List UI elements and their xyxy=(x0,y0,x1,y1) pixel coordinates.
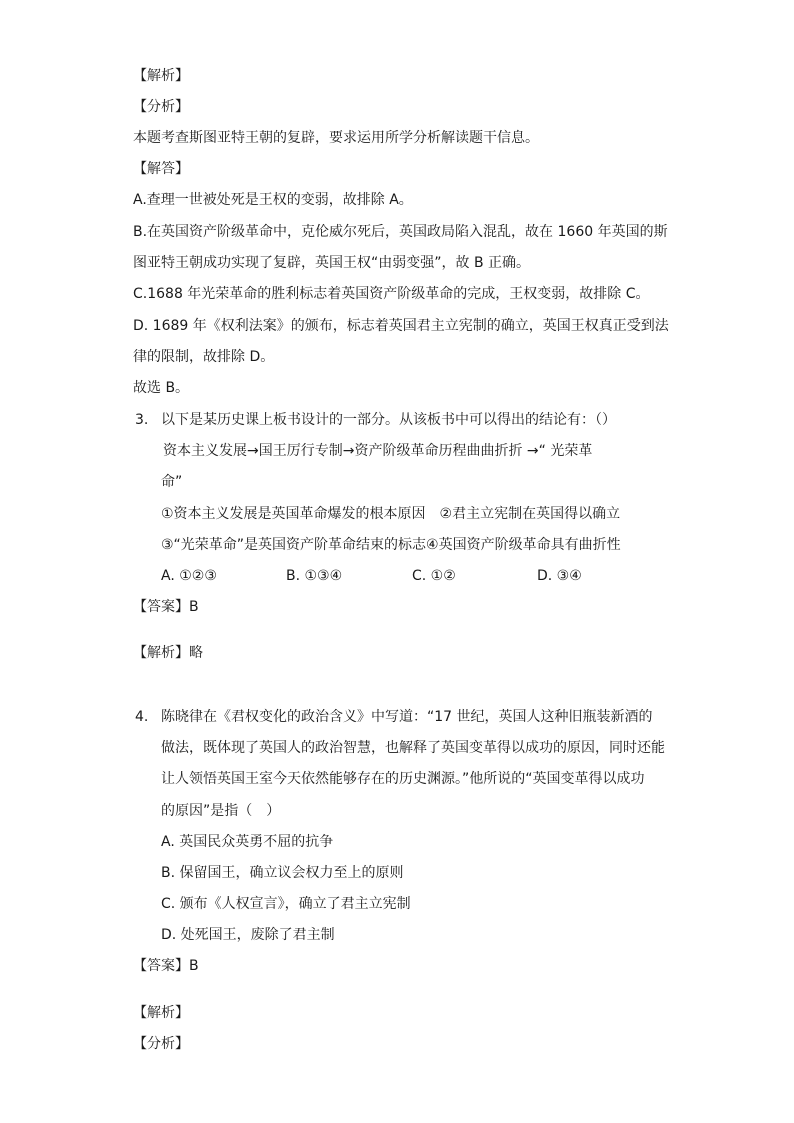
q3-stem: 以下是某历史课上板书设计的一部分。从该板书中可以得出的结论有：（） xyxy=(161,412,616,428)
q4-option-c: C. 颁布《人权宣言》，确立了君主立宪制 xyxy=(161,896,411,912)
q4-stem-line2: 做法，既体现了英国人的政治智慧，也解释了英国变革得以成功的原因，同时还能 xyxy=(161,740,665,756)
q2-final-choice: 故选 B。 xyxy=(133,380,190,396)
q4-stem-line1: 陈晓律在《君权变化的政治含义》中写道：“17 世纪，英国人这种旧瓶装新酒的 xyxy=(161,709,653,725)
q3-answer: 【答案】B xyxy=(133,599,199,615)
q4-analysis-subheading: 【分析】 xyxy=(133,1036,189,1052)
q4-stem-line3: 让人领悟英国王室今天依然能够存在的历史渊源。”他所说的“英国变革得以成功 xyxy=(161,771,645,787)
q4-option-d: D. 处死国王，废除了君主制 xyxy=(161,927,335,943)
q3-option-d: D. ③④ xyxy=(537,568,582,584)
q2-option-a-explanation: A.查理一世被处死是王权的变弱，故排除 A。 xyxy=(133,192,413,208)
q2-option-d-explanation-line2: 律的限制，故排除 D。 xyxy=(133,349,275,365)
q4-answer: 【答案】B xyxy=(133,958,199,974)
q3-statement-line2: ③“光荣革命”是英国资产阶革命结束的标志④英国资产阶级革命具有曲折性 xyxy=(161,537,621,553)
q3-statement-line1: ①资本主义发展是英国革命爆发的根本原因 ②君主立宪制在英国得以确立 xyxy=(161,506,621,522)
q2-option-b-explanation-line2: 图亚特王朝成功实现了复辟，英国王权“由弱变强”，故 B 正确。 xyxy=(133,255,531,271)
q2-analysis-subheading: 【分析】 xyxy=(133,99,189,115)
q2-analysis-heading: 【解析】 xyxy=(133,68,189,84)
q4-analysis-heading: 【解析】 xyxy=(133,1005,189,1021)
q3-board-line1: 资本主义发展→国王厉行专制→资产阶级革命历程曲曲折折 →“ 光荣革 xyxy=(163,443,593,459)
q4-stem-line4: 的原因”是指（ ） xyxy=(161,803,281,819)
q3-option-b: B. ①③④ xyxy=(286,568,343,584)
q3-number: 3. xyxy=(135,412,149,428)
q4-number: 4. xyxy=(135,709,149,725)
q2-option-b-explanation-line1: B.在英国资产阶级革命中，克伦威尔死后，英国政局陷入混乱，故在 1660 年英国的斯 xyxy=(133,224,668,240)
q3-analysis: 【解析】略 xyxy=(133,645,203,661)
q4-option-a: A. 英国民众英勇不屈的抗争 xyxy=(161,834,334,850)
q3-option-a: A. ①②③ xyxy=(161,568,217,584)
q4-option-b: B. 保留国王，确立议会权力至上的原则 xyxy=(161,865,404,881)
q2-solution-heading: 【解答】 xyxy=(133,161,189,177)
q2-option-c-explanation: C.1688 年光荣革命的胜利标志着英国资产阶级革命的完成，王权变弱，故排除 C。 xyxy=(133,286,650,302)
q2-option-d-explanation-line1: D. 1689 年《权利法案》的颁布，标志着英国君主立宪制的确立，英国王权真正受到法 xyxy=(133,318,669,334)
q2-analysis-text: 本题考查斯图亚特王朝的复辟，要求运用所学分析解读题干信息。 xyxy=(133,130,539,146)
q3-option-c: C. ①② xyxy=(412,568,456,584)
q3-board-line2: 命” xyxy=(161,474,183,490)
